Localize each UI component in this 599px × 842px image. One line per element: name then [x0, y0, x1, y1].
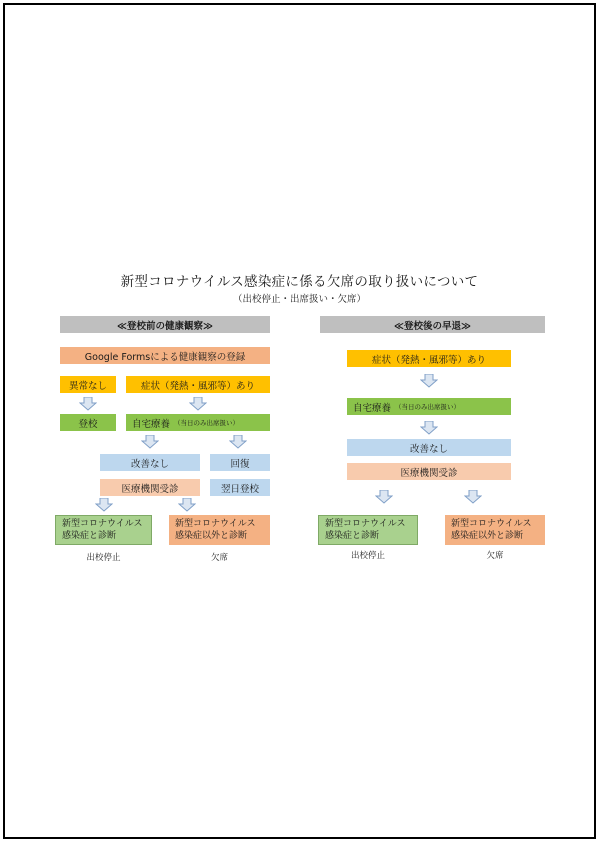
home-care-box	[126, 414, 270, 431]
suspension-caption: 出校停止	[86, 553, 121, 563]
other-diagnosis-box	[169, 515, 270, 545]
down-arrow-icon	[141, 435, 159, 449]
right-absence-caption: 欠席	[486, 551, 504, 561]
home-care-note: （当日のみ出席扱い）	[174, 419, 240, 427]
covid-diagnosis-line2: 感染症と診断	[62, 531, 117, 541]
down-arrow-icon	[229, 435, 247, 449]
down-arrow-icon	[95, 498, 113, 512]
attend-school-box: 登校	[60, 414, 116, 431]
down-arrow-icon	[420, 374, 438, 388]
down-arrow-icon	[420, 421, 438, 435]
other-diagnosis-line2: 感染症以外と診断	[175, 531, 248, 541]
other-diagnosis-line1: 新型コロナウイルス	[175, 519, 256, 529]
recovery-box: 回復	[210, 454, 270, 471]
right-symptoms-box: 症状（発熱・風邪等）あり	[347, 350, 511, 367]
down-arrow-icon	[79, 397, 97, 411]
absence-caption: 欠席	[210, 553, 228, 563]
right-home-care-note: （当日のみ出席扱い）	[395, 403, 461, 411]
right-home-care-box	[347, 398, 511, 415]
document-subtitle: （出校停止・出席扱い・欠席）	[232, 294, 366, 305]
next-day-attend-box: 翌日登校	[210, 479, 270, 496]
covid-diagnosis-box	[55, 515, 152, 545]
down-arrow-icon	[464, 490, 482, 504]
right-other-diagnosis-box	[445, 515, 545, 545]
left-panel-header: ≪登校前の健康観察≫	[60, 316, 270, 333]
right-other-diagnosis-line1: 新型コロナウイルス	[451, 519, 532, 529]
document-title: 新型コロナウイルス感染症に係る欠席の取り扱いについて	[120, 274, 479, 290]
no-abnormality-box: 異常なし	[60, 376, 116, 393]
right-covid-diagnosis-line1: 新型コロナウイルス	[325, 519, 406, 529]
no-improvement-box: 改善なし	[100, 454, 200, 471]
right-medical-visit-box: 医療機関受診	[347, 463, 511, 480]
forms-registration-box: Google Formsによる健康観察の登録	[60, 347, 270, 364]
right-no-improvement-box: 改善なし	[347, 439, 511, 456]
right-home-care-label: 自宅療養	[353, 402, 392, 414]
right-panel-header: ≪登校後の早退≫	[320, 316, 545, 333]
covid-diagnosis-line1: 新型コロナウイルス	[62, 519, 143, 529]
down-arrow-icon	[189, 397, 207, 411]
right-covid-diagnosis-line2: 感染症と診断	[325, 531, 380, 541]
down-arrow-icon	[375, 490, 393, 504]
right-other-diagnosis-line2: 感染症以外と診断	[451, 531, 524, 541]
symptoms-box: 症状（発熱・風邪等）あり	[126, 376, 270, 393]
down-arrow-icon	[178, 498, 196, 512]
right-covid-diagnosis-box	[318, 515, 418, 545]
medical-visit-box: 医療機関受診	[100, 479, 200, 496]
home-care-label: 自宅療養	[132, 418, 171, 430]
right-suspension-caption: 出校停止	[350, 551, 385, 561]
